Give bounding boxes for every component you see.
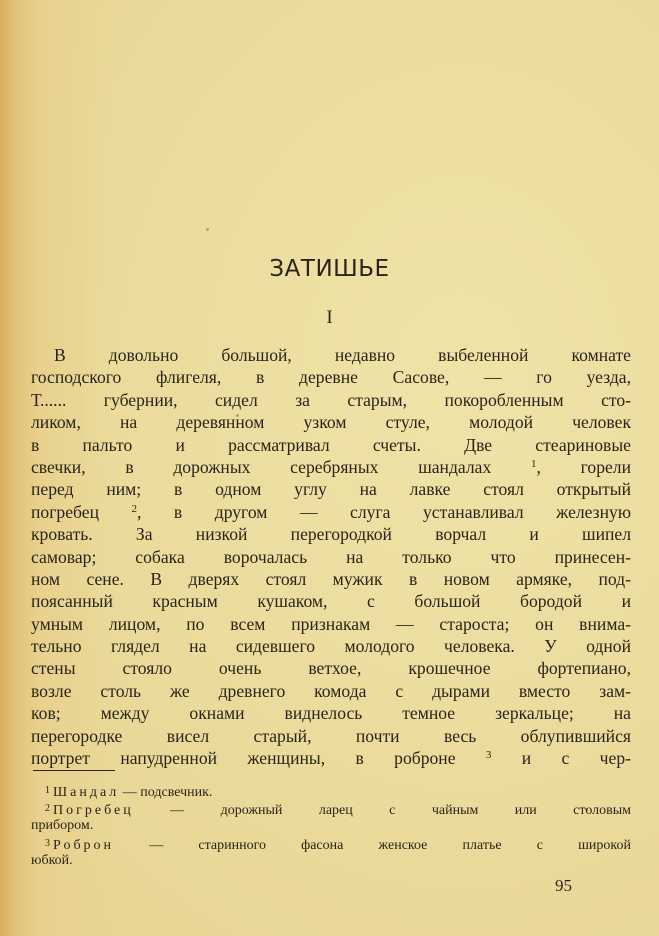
text-line: поясанный красным кушаком, с большой бородой и: [31, 591, 631, 612]
footnote-ref-1: 1: [531, 457, 537, 470]
text-line: стены стояло очень ветхое, крошечное фортепиано,: [31, 658, 631, 679]
text-line: [31, 456, 631, 478]
line-text: , в другом — слуга устанавливал железную: [137, 501, 631, 522]
text-line: В довольно большой, недавно выбеленной комнате: [54, 345, 631, 365]
page-number: 95: [555, 876, 572, 895]
text-line: тельно глядел на сидевшего молодого человека. У одной: [31, 636, 631, 657]
text-line: ков; между окнами виднелось темное зеркальце; на: [31, 703, 631, 724]
line-text: свечки, в дорожных серебряных шандалах: [31, 456, 531, 477]
footnote-2-continuation: прибором.: [31, 818, 94, 834]
footnotes: [31, 782, 631, 870]
line-text: погребец: [31, 501, 132, 522]
footnote-3-continuation: юбкой.: [31, 853, 73, 869]
footnote-term: Погребец: [53, 802, 134, 818]
body-text: [31, 344, 631, 769]
footnote-term: Шандал: [53, 785, 120, 800]
text-line: перед ним; в одном углу на лавке стоял открытый: [31, 479, 631, 500]
text-line: [31, 501, 631, 523]
footnote-3: [31, 835, 631, 853]
footnote-1: [31, 782, 631, 800]
text-line: в пальто и рассматривал счеты. Две стеариновые: [31, 434, 631, 455]
line-text: и с чер-: [491, 748, 631, 769]
line-text: портрет напудренной женщины, в роброне: [31, 748, 486, 769]
footnote-ref-2: 2: [131, 502, 137, 515]
footnote-number: 1: [45, 785, 50, 796]
text-line: возле столь же древнего комода с дырами вместо зам-: [31, 680, 631, 701]
text-line: кровать. За низкой перегородкой ворчал и шипел: [31, 524, 631, 545]
chapter-number: I: [326, 307, 333, 328]
footnote-divider: [33, 770, 115, 771]
footnote-ref-3: 3: [485, 749, 492, 762]
text-line: [31, 747, 631, 769]
footnote-number: 3: [45, 837, 50, 849]
footnote-2: [31, 800, 631, 818]
footnote-text: — старинного фасона женское платье с широкой: [114, 837, 631, 853]
footnote-text: — подсвечник.: [119, 785, 213, 800]
line-text: , горели: [536, 456, 631, 477]
text-line: перегородке висел старый, почти весь облупившийся: [31, 725, 631, 746]
text-line: самовар; собака ворочалась на только что принесен-: [31, 546, 631, 567]
footnote-term: Роброн: [53, 837, 115, 853]
text-line: Т...... губернии, сидел за старым, покоробленным сто-: [31, 389, 631, 410]
text-line: господского флигеля, в деревне Сасове, — го уезда,: [31, 367, 631, 388]
text-line: ном сене. В дверях стоял мужик в новом армяке, под-: [31, 568, 631, 589]
story-title: ЗАТИШЬЕ: [269, 256, 390, 282]
text-line: умным лицом, по всем признакам — староста; он внима-: [31, 613, 631, 634]
text-line: ликом, на деревянном узком стуле, молодой человек: [31, 412, 631, 433]
paper-speck: [206, 228, 209, 231]
footnote-text: — дорожный ларец с чайным или столовым: [133, 802, 631, 818]
footnote-number: 2: [45, 802, 50, 814]
